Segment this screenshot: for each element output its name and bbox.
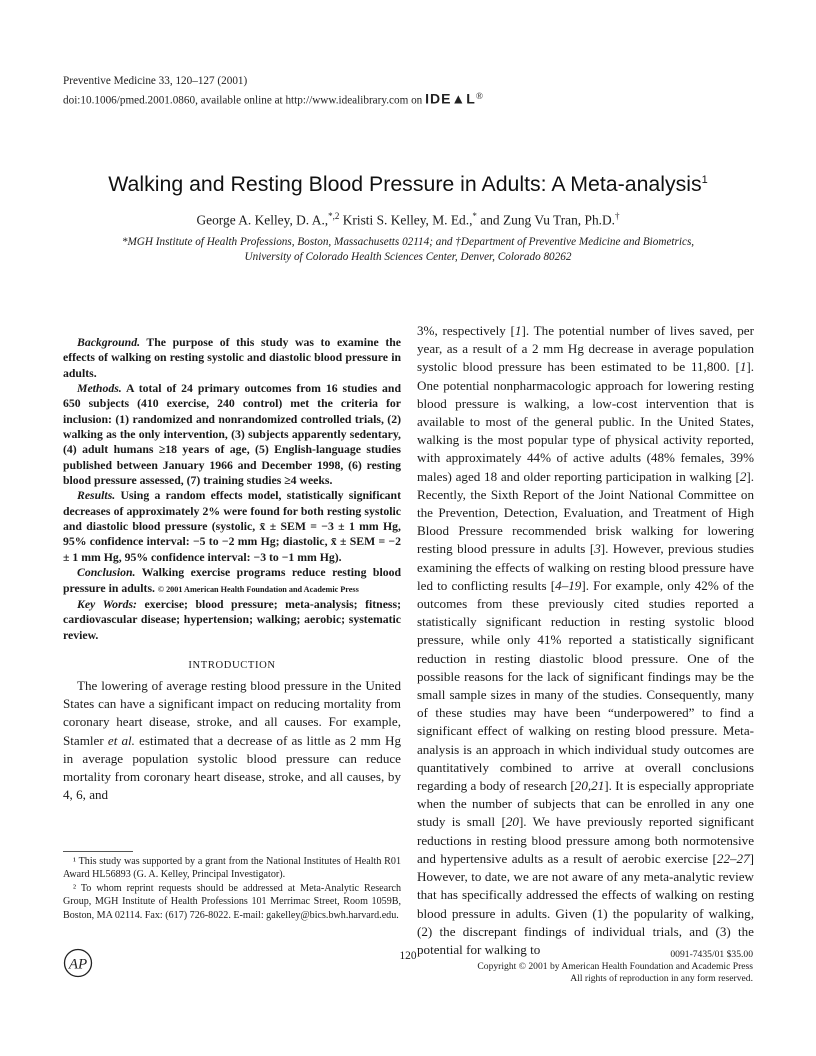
introduction-paragraph bbox=[63, 677, 401, 804]
affiliation-line-2: University of Colorado Health Sciences Center, Denver, Colorado 80262 bbox=[244, 250, 572, 263]
affiliation-line-1: *MGH Institute of Health Professions, Boston, Massachusetts 02114; and †Department of Preventive Medicine and Biometrics, bbox=[121, 236, 695, 248]
affiliations bbox=[70, 235, 746, 264]
rc-text-b: ]. The potential number of lives saved, per year, as a result of a 2 mm Hg decrease in average population systolic blood pressure has been estimated to be 11,800. [ bbox=[417, 323, 754, 375]
right-column-body bbox=[417, 322, 754, 959]
right-column-paragraph bbox=[417, 322, 754, 959]
ref-4-19[interactable]: 4–19 bbox=[555, 577, 582, 593]
abstract-keywords bbox=[63, 597, 401, 643]
ref-3[interactable]: 3 bbox=[594, 541, 601, 557]
price-code: 0091-7435/01 $35.00 bbox=[670, 949, 753, 960]
keywords-label: Key Words: bbox=[77, 597, 137, 611]
ref-20[interactable]: 20 bbox=[505, 814, 519, 830]
methods-label: Methods. bbox=[77, 382, 122, 396]
page-number: 120 bbox=[399, 950, 417, 962]
author-3-marks: † bbox=[615, 211, 620, 221]
conclusion-text: Walking exercise programs reduce resting blood pressure in adults. bbox=[63, 566, 401, 595]
background-label: Background. bbox=[77, 336, 141, 349]
results-text: Using a random effects model, statistically significant decreases of approximately 2% were found for both resting systolic and diastolic blood pressure (systolic, x̄ ± SEM = −3 ± 1 mm Hg, 95% confidence interval: −5 to −2 mm Hg; diastolic, x̄ ± SEM = −2 ± 1 mm Hg, 95% confidence interval: −3 to −1 mm Hg). bbox=[63, 489, 401, 564]
abstract bbox=[63, 335, 401, 643]
footnote-1: ¹ This study was supported by a grant from the National Institutes of Health R01 Award HL56893 (G. A. Kelley, Principal Investigator). bbox=[63, 856, 401, 881]
footnote-2: ² To whom reprint requests should be addressed at Meta-Analytic Research Group, MGH Institute of Health Professions 101 Merrimac Street, Room 1059B, Boston, MA 02114. Fax: (617) 726-8022. E-mail: gakelley@bics.bwh.harvard.edu. bbox=[63, 882, 401, 921]
introduction-body bbox=[63, 677, 401, 804]
abstract-methods bbox=[63, 381, 401, 488]
conclusion-label: Conclusion. bbox=[77, 566, 136, 580]
ref-2[interactable]: 2 bbox=[739, 468, 747, 484]
intro-text-a: The lowering of average resting blood pressure in the United States can have a significant impact on reducing mortality from coronary heart disease, stroke, and all causes. For example, Stamler bbox=[63, 678, 401, 748]
footnotes bbox=[63, 855, 401, 922]
abstract-copyright: © 2001 American Health Foundation and Academic Press bbox=[157, 584, 359, 594]
rc-text-f: ]. For example, only 42% of the outcomes from these previously cited studies reported a statistically significant reduction in resting systolic blood pressure, while only 41% reported a statistically significant reduction in resting diastolic blood pressure. One of the possible reasons for the lack of significant findings may be the small sample sizes in many of the studies. Consequently, many of these studies may have been “underpowered” to find a significant effect of walking on resting blood pressure. Meta-analysis is an approach in which individual study outcomes are quantitatively combined to arrive at overall conclusions regarding a body of research [ bbox=[417, 577, 754, 794]
intro-etal: et al. bbox=[107, 732, 135, 748]
background-text: The purpose of this study was to examine the effects of walking on resting systolic and diastolic blood pressure in adults. bbox=[63, 336, 401, 380]
rc-text-i: ] However, to date, we are not aware of any meta-analytic review that has specifically addressed the effects of walking on resting blood pressure in adults. Given (1) the popularity of walking, (2) the discrepant findings of individual trials, and (3) the potential for walking to bbox=[417, 850, 754, 957]
rc-text-d: ]. Recently, the Sixth Report of the Joint National Committee on the Prevention, Detection, Evaluation, and Treatment of High Blood Pressure recommended brisk walking for lowering resting blood pressure in adults [ bbox=[417, 468, 754, 557]
author-2-marks: * bbox=[472, 211, 477, 221]
ref-22-27[interactable]: 22–27 bbox=[716, 850, 750, 866]
footnote-rule bbox=[63, 851, 133, 852]
author-list bbox=[0, 211, 816, 228]
footer-copyright: Copyright © 2001 by American Health Foundation and Academic Press bbox=[477, 960, 753, 972]
abstract-results bbox=[63, 488, 401, 565]
publisher-logo-text: AP bbox=[68, 956, 88, 973]
keywords-text: exercise; blood pressure; meta-analysis; fitness; cardiovascular disease; hypertension; walking; aerobic; systematic review. bbox=[63, 597, 401, 642]
results-label: Results. bbox=[77, 489, 116, 503]
author-2: Kristi S. Kelley, M. Ed., bbox=[339, 212, 473, 228]
author-3: and Zung Vu Tran, Ph.D. bbox=[476, 212, 615, 228]
journal-header bbox=[63, 74, 483, 109]
footer-rights: All rights of reproduction in any form reserved. bbox=[570, 972, 753, 984]
author-1-marks: *,2 bbox=[328, 211, 340, 221]
author-1: George A. Kelley, D. A., bbox=[196, 212, 329, 228]
registered-mark: ® bbox=[475, 91, 483, 102]
ref-1b[interactable]: 1 bbox=[739, 359, 747, 375]
doi-text: doi:10.1006/pmed.2001.0860, available online at http://www.idealibrary.com on bbox=[63, 94, 423, 107]
methods-text: A total of 24 primary outcomes from 16 studies and 650 subjects (410 exercise, 240 control) met the criteria for inclusion: (1) randomized and nonrandomized controlled trials, (2) walking as the only intervention, (3) subjects apparently sedentary, (4) adult humans ≥18 years of age, (5) English-language studies published between January 1966 and December 1998, (6) resting blood pressure assessed, (7) training studies ≥4 weeks. bbox=[63, 382, 401, 488]
title-footnote-mark: 1 bbox=[701, 173, 708, 186]
article-title bbox=[0, 172, 816, 197]
intro-text-b: estimated that a decrease of as little as 2 mm Hg in average population systolic blood pressure can reduce mortality from coronary heart disease, stroke, and all causes, by 4, 6, and bbox=[63, 732, 402, 803]
journal-citation: Preventive Medicine 33, 120–127 (2001) bbox=[63, 75, 248, 87]
introduction-heading: INTRODUCTION bbox=[188, 660, 276, 671]
abstract-background bbox=[63, 335, 401, 381]
rc-text-c: ]. One potential nonpharmacologic approach for lowering resting blood pressure is walking, a low-cost intervention that is available to most of the general public. In the United States, walking is the most popular type of physical activity reported, with approximately 44% of active adults (48% females, 39% males) aged 18 and older reporting participation in walking [ bbox=[417, 359, 754, 484]
title-text: Walking and Resting Blood Pressure in Adults: A Meta-analysis bbox=[108, 172, 702, 196]
ideal-logo: IDE▲L bbox=[425, 90, 476, 107]
rc-text-g: ]. It is especially appropriate when the number of subjects that can be enrolled in any one study is small [ bbox=[417, 778, 754, 830]
rc-text-h: ]. We have previously reported significant reductions in resting blood pressure among both normotensive and hypertensive adults as a result of aerobic exercise [ bbox=[417, 814, 755, 866]
ref-20-21[interactable]: 20,21 bbox=[574, 778, 605, 794]
rc-text-a: 3%, respectively [ bbox=[417, 323, 515, 338]
rc-text-e: ]. However, previous studies examining the effects of walking on resting blood pressure have led to conflicting results [ bbox=[417, 541, 754, 593]
abstract-conclusion bbox=[63, 565, 401, 597]
doi-line bbox=[63, 90, 483, 109]
ref-1a[interactable]: 1 bbox=[514, 323, 522, 338]
footer-copyright-block bbox=[430, 949, 753, 984]
